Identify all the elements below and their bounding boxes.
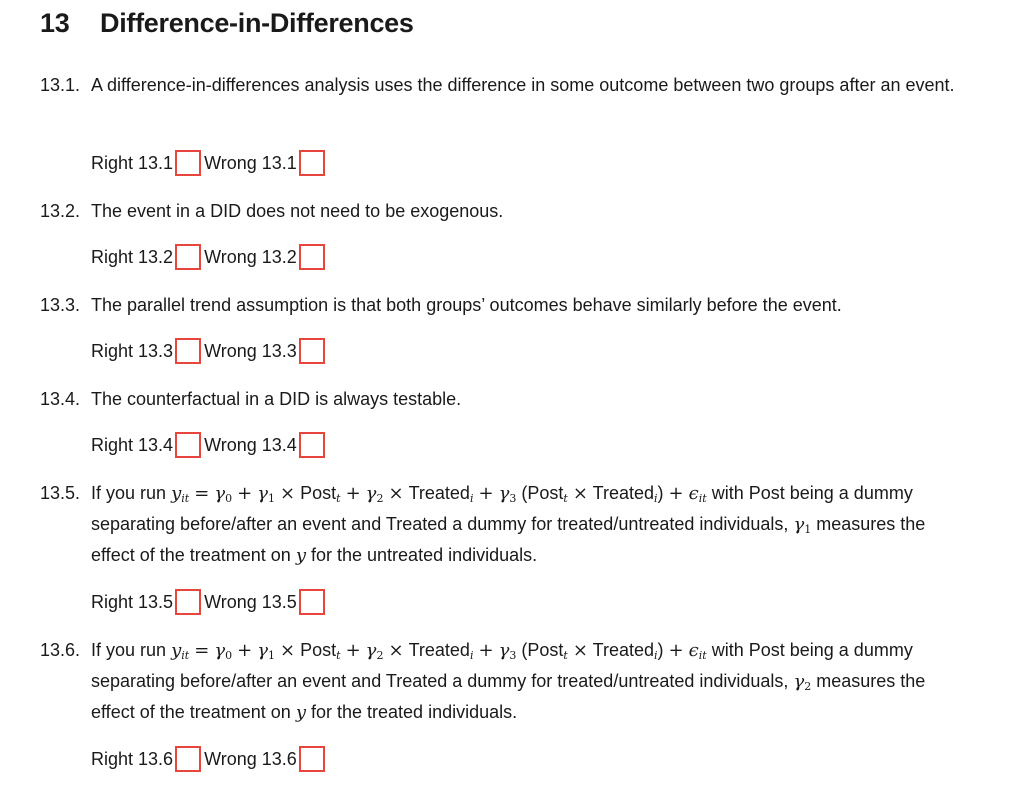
question-13-6 [40,635,964,728]
right-label: Right 13.1 [91,153,174,173]
question-13-2 [40,196,964,227]
question-13-3 [40,290,964,321]
wrong-label: Wrong 13.4 [204,435,297,455]
question-number: 13.3. [40,295,81,315]
wrong-label: Wrong 13.2 [204,247,297,267]
question-13-1 [40,70,964,101]
section-title: Difference-in-Differences [100,8,414,38]
wrong-label: Wrong 13.3 [204,341,297,361]
answer-row-13-6 [91,746,328,772]
question-text: The parallel trend assumption is that both groups’ outcomes behave similarly before the event. [91,295,842,315]
question-text: A difference-in-differences analysis uses the difference in some outcome between two groups after an event. [91,75,955,95]
right-checkbox[interactable] [175,432,201,458]
regression-equation: $y_{it} = \gamma_0 + \gamma_1$ × Post$_t$ + $\gamma_2$ × Treated$_i$ + $\gamma_3$ (Post$_t$ × Treated$_i$) + $\epsilon_{it}$ [171,483,707,505]
question-text: The counterfactual in a DID is always testable. [91,389,462,409]
wrong-checkbox[interactable] [299,432,325,458]
right-label: Right 13.5 [91,592,174,612]
question-text: The event in a DID does not need to be exogenous. [91,201,504,221]
wrong-checkbox[interactable] [299,150,325,176]
question-13-5 [40,478,964,571]
answer-row-13-4 [91,432,328,458]
question-number: 13.5. [40,483,81,503]
right-label: Right 13.2 [91,247,174,267]
wrong-label: Wrong 13.5 [204,592,297,612]
question-number: 13.1. [40,75,81,95]
right-checkbox[interactable] [175,338,201,364]
question-number: 13.4. [40,389,81,409]
answer-row-13-3 [91,338,328,364]
right-checkbox[interactable] [175,244,201,270]
section-number: 13 [40,8,70,38]
wrong-label: Wrong 13.6 [204,749,297,769]
question-number: 13.2. [40,201,81,221]
right-checkbox[interactable] [175,150,201,176]
question-text: If you run $y_{it} = \gamma_0 + \gamma_1$ × Post$_t$ + $\gamma_2$ × Treated$_i$ + $\gamma_3$ (Post$_t$ × Treated$_i$) + $\epsilon_{it}$ with Post being a dummy separating before/after an event and Treated a dummy for treated/untreated individuals, $\gamma_2$ measures the effect of the treatment on y for the treated individuals. [91,640,926,723]
right-label: Right 13.3 [91,341,174,361]
wrong-checkbox[interactable] [299,244,325,270]
wrong-checkbox[interactable] [299,746,325,772]
right-checkbox[interactable] [175,746,201,772]
question-13-4 [40,384,964,415]
answer-row-13-1 [91,150,328,176]
section-header [40,8,414,39]
wrong-checkbox[interactable] [299,338,325,364]
wrong-label: Wrong 13.1 [204,153,297,173]
regression-equation: $y_{it} = \gamma_0 + \gamma_1$ × Post$_t$ + $\gamma_2$ × Treated$_i$ + $\gamma_3$ (Post$_t$ × Treated$_i$) + $\epsilon_{it}$ [171,640,707,662]
answer-row-13-5 [91,589,328,615]
question-number: 13.6. [40,640,81,660]
right-label: Right 13.6 [91,749,174,769]
right-checkbox[interactable] [175,589,201,615]
question-text: If you run $y_{it} = \gamma_0 + \gamma_1$ × Post$_t$ + $\gamma_2$ × Treated$_i$ + $\gamma_3$ (Post$_t$ × Treated$_i$) + $\epsilon_{it}$ with Post being a dummy separating before/after an event and Treated a dummy for treated/untreated individuals, $\gamma_1$ measures the effect of the treatment on y for the untreated individuals. [91,483,926,566]
wrong-checkbox[interactable] [299,589,325,615]
right-label: Right 13.4 [91,435,174,455]
answer-row-13-2 [91,244,328,270]
